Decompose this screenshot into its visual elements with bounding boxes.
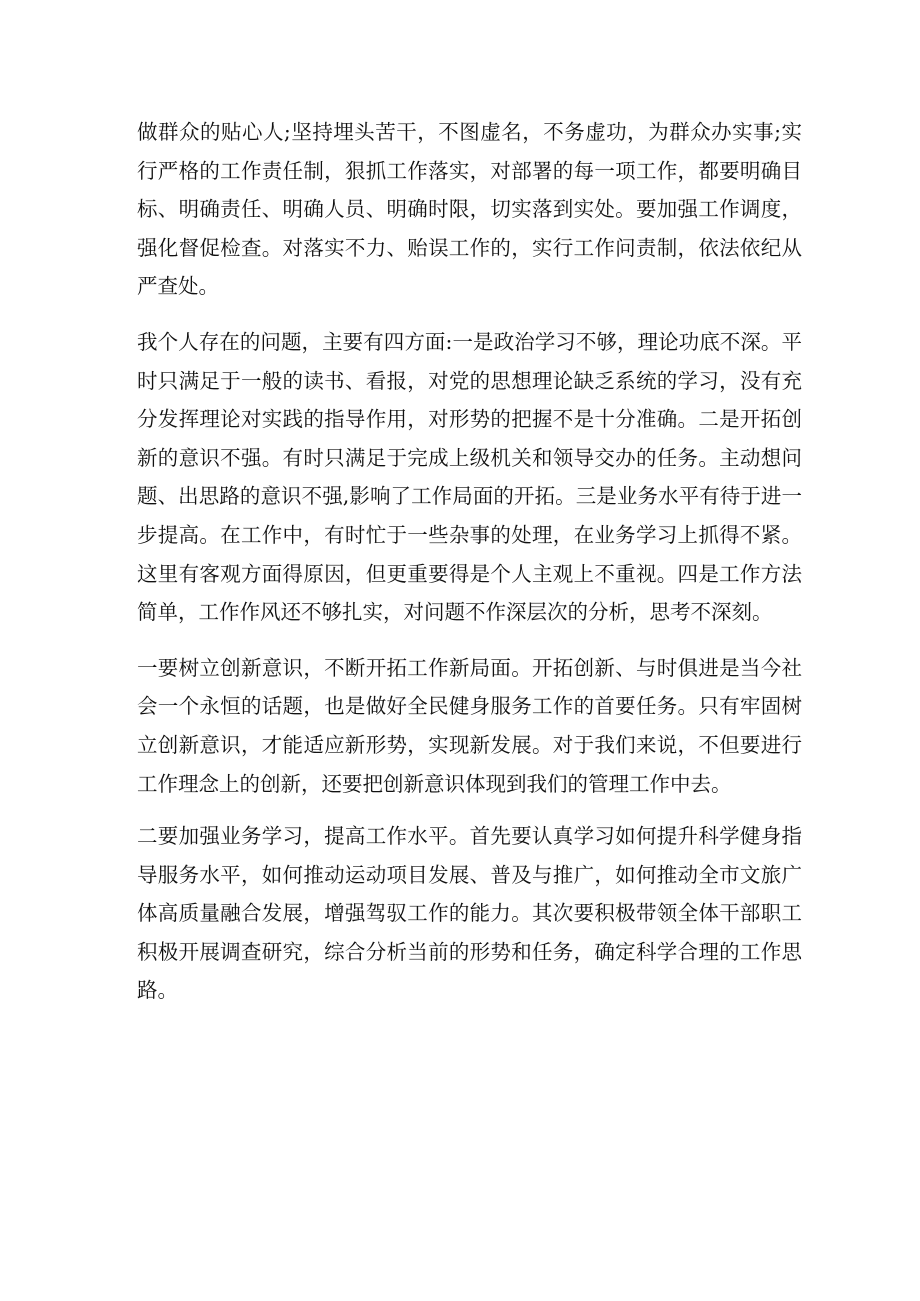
paragraph-2: 我个人存在的问题，主要有四方面:一是政治学习不够，理论功底不深。平时只满足于一般的读书、看报，对党的思想理论缺乏系统的学习，没有充分发挥理论对实践的指导作用，对形势的把握不是十分准确。二是开拓创新的意识不强。有时只满足于完成上级机关和领导交办的任务。主动想问题、出思路的意识不强,影响了工作局面的开拓。三是业务水平有待于进一步提高。在工作中，有时忙于一些杂事的处理，在业务学习上抓得不紧。这里有客观方面得原因，但更重要得是个人主观上不重视。四是工作方法简单，工作作风还不够扎实，对问题不作深层次的分析，思考不深刻。 <box>137 329 802 625</box>
paragraph-4: 二要加强业务学习，提高工作水平。首先要认真学习如何提升科学健身指导服务水平，如何推动运动项目发展、普及与推广，如何推动全市文旅广体高质量融合发展，增强驾驭工作的能力。其次要积极带领全体干部职工积极开展调查研究，综合分析当前的形势和任务，确定科学合理的工作思路。 <box>137 824 802 1003</box>
paragraph-3: 一要树立创新意识，不断开拓工作新局面。开拓创新、与时俱进是当今社会一个永恒的话题，也是做好全民健身服务工作的首要任务。只有牢固树立创新意识，才能适应新形势，实现新发展。对于我们来说，不但要进行工作理念上的创新，还要把创新意识体现到我们的管理工作中去。 <box>137 655 802 796</box>
document-body <box>137 113 802 1031</box>
paragraph-1: 做群众的贴心人;坚持埋头苦干，不图虚名，不务虚功，为群众办实事;实行严格的工作责任制，狠抓工作落实，对部署的每一项工作，都要明确目标、明确责任、明确人员、明确时限，切实落到实处。要加强工作调度，强化督促检查。对落实不力、贻误工作的，实行工作问责制，依法依纪从严查处。 <box>137 120 802 299</box>
